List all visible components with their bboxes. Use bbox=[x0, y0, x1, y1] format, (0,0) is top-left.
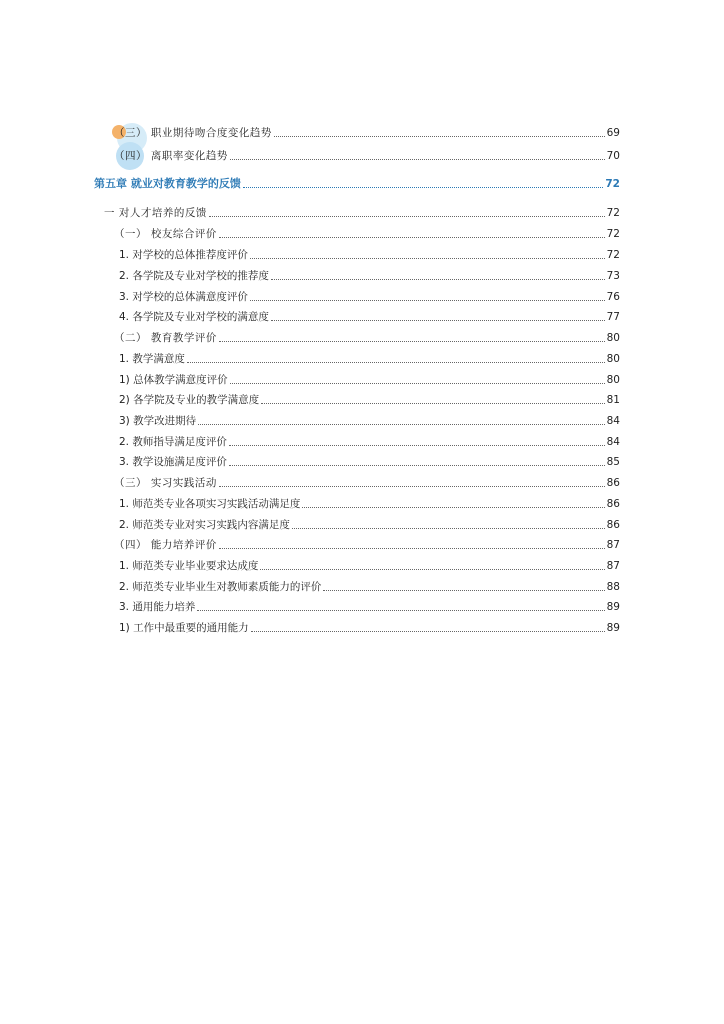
toc-page-number: 70 bbox=[606, 150, 620, 162]
toc-leader-dots bbox=[219, 237, 605, 238]
toc-entry-text: 3. 对学校的总体满意度评价 bbox=[119, 291, 248, 303]
toc-entry[interactable] bbox=[119, 408, 620, 428]
toc-leader-dots bbox=[187, 362, 605, 363]
toc-page-number: 84 bbox=[606, 436, 620, 448]
toc-page-number: 84 bbox=[606, 415, 620, 427]
toc-page-number: 81 bbox=[606, 394, 620, 406]
toc-leader-dots bbox=[219, 486, 605, 487]
toc-leader-dots bbox=[197, 610, 604, 611]
toc-page-number: 73 bbox=[606, 270, 620, 282]
toc-page-number: 77 bbox=[606, 311, 620, 323]
toc-entry-text: （一） 校友综合评价 bbox=[114, 228, 217, 240]
toc-entry[interactable] bbox=[114, 470, 620, 490]
toc-leader-dots bbox=[261, 403, 605, 404]
toc-entry[interactable] bbox=[114, 143, 620, 163]
toc-leader-dots bbox=[271, 279, 605, 280]
toc-entry[interactable] bbox=[119, 284, 620, 304]
toc-leader-dots bbox=[243, 187, 604, 188]
toc-entry[interactable] bbox=[119, 429, 620, 449]
toc-page-number: 72 bbox=[606, 249, 620, 261]
toc-page-number: 80 bbox=[606, 332, 620, 344]
toc-entry-text: 1. 对学校的总体推荐度评价 bbox=[119, 249, 248, 261]
toc-page-number: 89 bbox=[606, 622, 620, 634]
toc-entry-text: （三） 实习实践活动 bbox=[114, 477, 217, 489]
toc-page-number: 80 bbox=[606, 353, 620, 365]
toc-entry[interactable] bbox=[119, 615, 620, 635]
toc-leader-dots bbox=[271, 320, 605, 321]
toc-entry-text: 2. 教师指导满足度评价 bbox=[119, 436, 227, 448]
toc-entry[interactable] bbox=[119, 304, 620, 324]
toc-page-number: 88 bbox=[606, 581, 620, 593]
toc-entry-text: 4. 各学院及专业对学校的满意度 bbox=[119, 311, 269, 323]
toc-page-number: 80 bbox=[606, 374, 620, 386]
toc-entry[interactable] bbox=[114, 221, 620, 241]
toc-leader-dots bbox=[323, 590, 604, 591]
toc-entry-text: 一 对人才培养的反馈 bbox=[104, 207, 207, 219]
toc-entry-text: 1) 工作中最重要的通用能力 bbox=[119, 622, 249, 634]
toc-leader-dots bbox=[198, 424, 605, 425]
toc-entry-text: 1. 师范类专业各项实习实践活动满足度 bbox=[119, 498, 301, 510]
toc-leader-dots bbox=[302, 507, 604, 508]
toc-leader-dots bbox=[260, 569, 604, 570]
toc-entry[interactable] bbox=[119, 574, 620, 594]
toc-entry-text: 2. 师范类专业对实习实践内容满足度 bbox=[119, 519, 290, 531]
toc-entry-text: 3. 通用能力培养 bbox=[119, 601, 196, 613]
toc-page-number: 89 bbox=[606, 601, 620, 613]
toc-page-number: 86 bbox=[606, 519, 620, 531]
toc-entry[interactable] bbox=[114, 532, 620, 552]
toc-page-number: 87 bbox=[606, 539, 620, 551]
toc-chapter-entry[interactable] bbox=[94, 171, 620, 191]
toc-entry-text: 3. 教学设施满足度评价 bbox=[119, 456, 227, 468]
toc-page-number: 72 bbox=[605, 178, 620, 190]
toc-entry-text: 1. 师范类专业毕业要求达成度 bbox=[119, 560, 259, 572]
toc-page-number: 85 bbox=[606, 456, 620, 468]
toc-entry[interactable] bbox=[119, 512, 620, 532]
toc-page-number: 86 bbox=[606, 498, 620, 510]
toc-entry[interactable] bbox=[119, 553, 620, 573]
toc-leader-dots bbox=[250, 300, 605, 301]
toc-entry-text: 第五章 就业对教育教学的反馈 bbox=[94, 177, 241, 190]
toc-leader-dots bbox=[292, 528, 605, 529]
toc-entry-text: 2. 各学院及专业对学校的推荐度 bbox=[119, 270, 269, 282]
toc-leader-dots bbox=[230, 383, 605, 384]
toc-leader-dots bbox=[274, 136, 605, 137]
toc-entry[interactable] bbox=[119, 367, 620, 387]
toc-page-number: 87 bbox=[606, 560, 620, 572]
toc-entry[interactable] bbox=[119, 263, 620, 283]
toc-leader-dots bbox=[230, 159, 605, 160]
toc-leader-dots bbox=[209, 216, 605, 217]
toc-entry[interactable] bbox=[119, 346, 620, 366]
toc-entry[interactable] bbox=[119, 387, 620, 407]
toc-entry[interactable] bbox=[119, 491, 620, 511]
toc-entry-text: （四） 离职率变化趋势 bbox=[114, 150, 228, 162]
toc-entry-text: （二） 教育教学评价 bbox=[114, 332, 217, 344]
toc-entry[interactable] bbox=[119, 449, 620, 469]
toc-page-number: 72 bbox=[606, 228, 620, 240]
toc-entry[interactable] bbox=[119, 594, 620, 614]
toc-entry[interactable] bbox=[114, 325, 620, 345]
toc-page-number: 86 bbox=[606, 477, 620, 489]
toc-leader-dots bbox=[219, 548, 605, 549]
toc-entry-text: （四） 能力培养评价 bbox=[114, 539, 217, 551]
toc-section-entry[interactable] bbox=[104, 200, 620, 220]
toc-entry-text: 1. 教学满意度 bbox=[119, 353, 185, 365]
toc-leader-dots bbox=[229, 465, 605, 466]
toc-page-number: 69 bbox=[606, 127, 620, 139]
toc-entry[interactable] bbox=[119, 242, 620, 262]
toc-leader-dots bbox=[219, 341, 605, 342]
toc-page-number: 72 bbox=[606, 207, 620, 219]
toc-leader-dots bbox=[229, 445, 605, 446]
toc-entry-text: 2) 各学院及专业的教学满意度 bbox=[119, 394, 260, 406]
toc-leader-dots bbox=[250, 258, 605, 259]
toc-entry-text: 1) 总体教学满意度评价 bbox=[119, 374, 228, 386]
toc-entry-text: 3) 教学改进期待 bbox=[119, 415, 197, 427]
toc-leader-dots bbox=[251, 631, 605, 632]
toc-entry[interactable] bbox=[114, 120, 620, 140]
toc-entry-text: （三） 职业期待吻合度变化趋势 bbox=[114, 127, 272, 139]
toc-page-number: 76 bbox=[606, 291, 620, 303]
toc-entry-text: 2. 师范类专业毕业生对教师素质能力的评价 bbox=[119, 581, 322, 593]
